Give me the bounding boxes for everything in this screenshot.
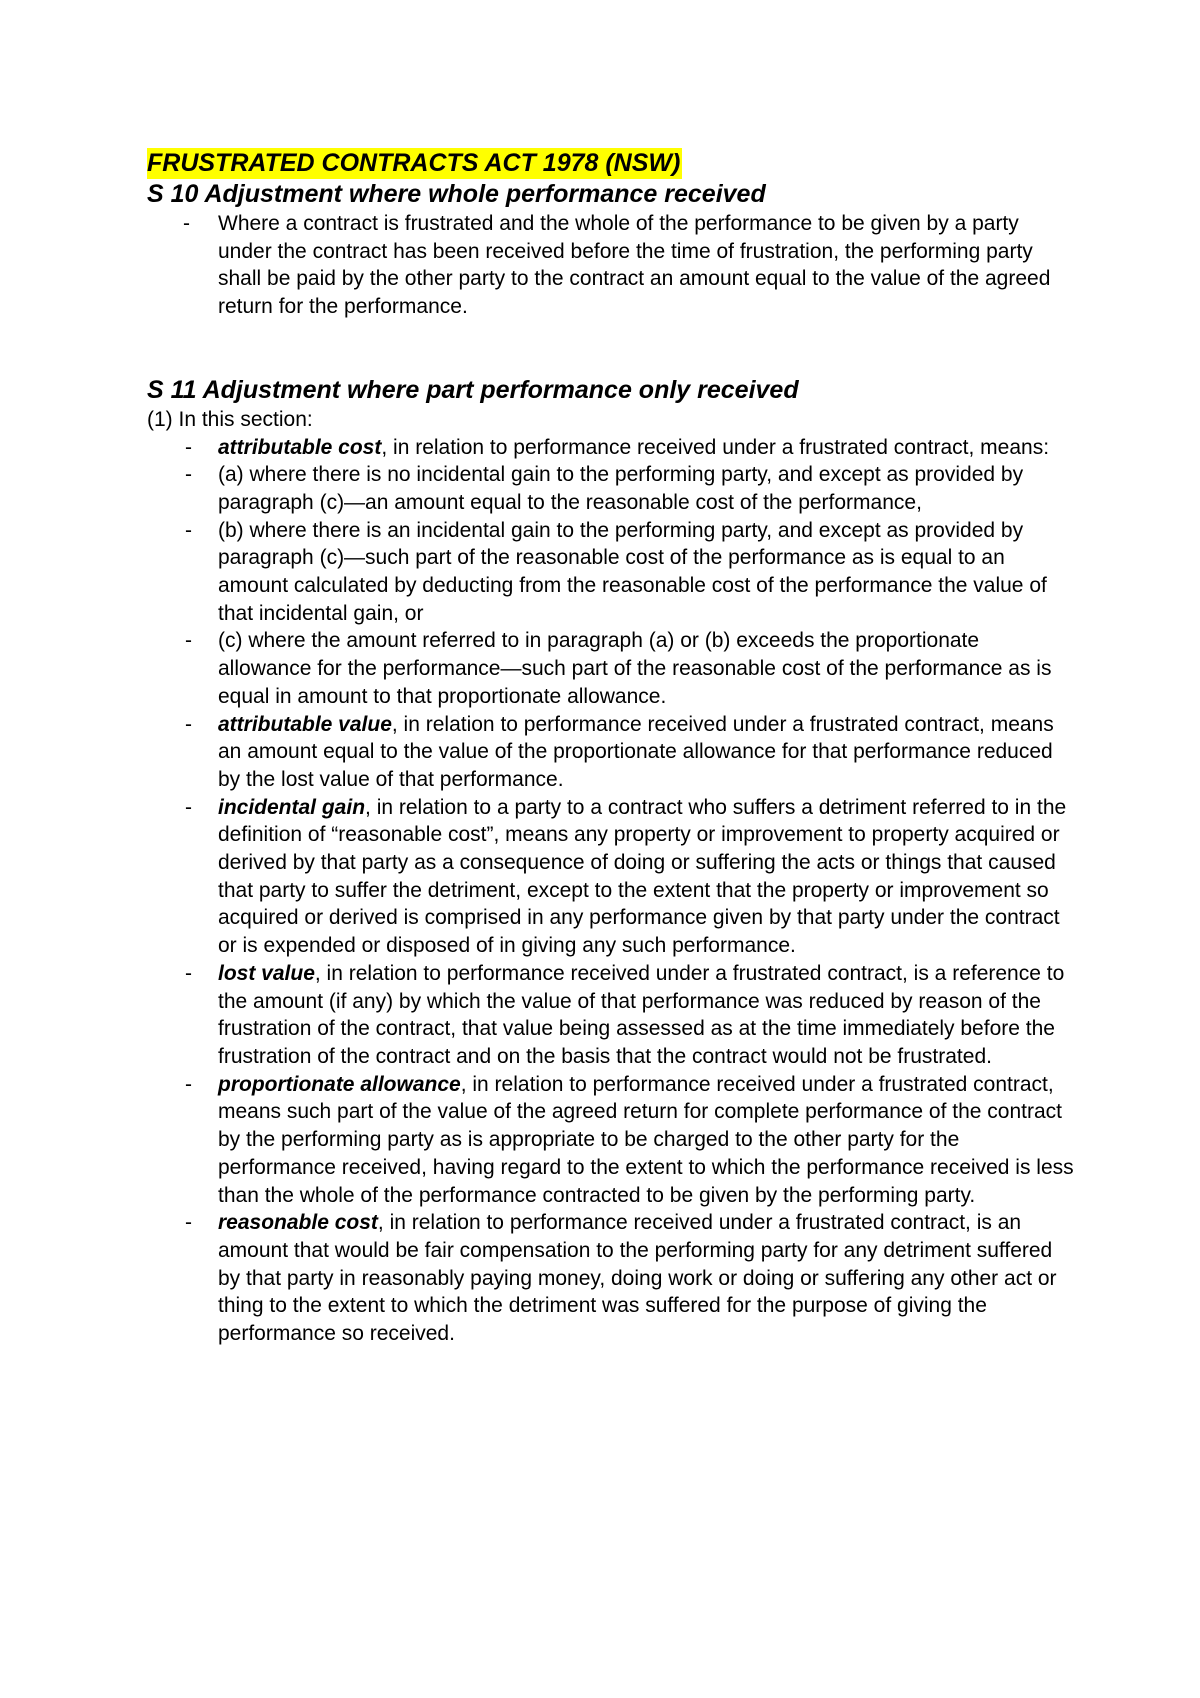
definition-text: , in relation to performance received under a frustrated contract, is an amount that would be fair compensation to the performing party for any detriment suffered by that party in reasonably paying money, doing work or doing or suffering any other act or thing to the extent to which the detriment was suffered for the purpose of giving the performance so received. [218,1211,1057,1346]
paragraph-a [147,461,1077,516]
definition-attributable-value [147,711,1077,794]
paragraph-b [147,517,1077,628]
definition-proportionate-allowance [147,1071,1077,1210]
definition-incidental-gain [147,794,1077,960]
section-10-list [147,210,1077,321]
list-dash: - [185,712,192,736]
definition-text: , in relation to performance received under a frustrated contract, means such part of the value of the agreed return for complete performance of the contract by the performing party as is appropriate to be charged to the other party for the performance received, having regard to the extent to which the performance received is less than the whole of the performance contracted to be given by the performing party. [218,1072,1074,1207]
section-11-heading: S 11 Adjustment where part performance only received [147,375,799,404]
list-dash: - [185,435,192,459]
section-10-text: Where a contract is frustrated and the whole of the performance to be given by a party under the contract has been received before the time of frustration, the performing party shall be paid by the other party to the contract an amount equal to the value of the agreed return for the performance. [218,212,1051,319]
list-dash: - [185,795,192,819]
section-11-definitions-list [147,434,1077,1348]
list-dash: - [185,518,192,542]
defined-term: attributable value [218,712,392,736]
list-dash: - [183,212,190,235]
act-title: FRUSTRATED CONTRACTS ACT 1978 (NSW) [147,149,681,177]
paragraph-text: (b) where there is an incidental gain to the performing party, and except as provided by paragraph (c)—such part of the reasonable cost of the performance as is equal to an amount calculated by deducting from the reasonable cost of the performance the value of that incidental gain, or [218,518,1047,625]
defined-term: reasonable cost [218,1211,378,1235]
section-10-heading: S 10 Adjustment where whole performance received [147,180,766,208]
list-dash: - [185,629,192,653]
definition-text: , in relation to performance received under a frustrated contract, means: [381,435,1050,459]
definition-text: , in relation to a party to a contract who suffers a detriment referred to in the definition of “reasonable cost”, means any property or improvement to property acquired or derived by that party as a consequence of doing or suffering the acts or things that caused that party to suffer the detriment, except to the extent that the property or improvement so acquired or derived is comprised in any performance given by that party under the contract or is expended or disposed of in giving any such performance. [218,795,1067,958]
paragraph-text: (a) where there is no incidental gain to the performing party, and except as provided by paragraph (c)—an amount equal to the reasonable cost of the performance, [218,463,1024,514]
section-10-item [147,210,1077,321]
definition-text: , in relation to performance received under a frustrated contract, means an amount equal to the value of the proportionate allowance for that performance reduced by the lost value of that performance. [218,712,1054,791]
list-dash: - [185,1211,192,1235]
list-dash: - [185,961,192,985]
defined-term: incidental gain [218,795,366,819]
subsection-1-label: (1) In this section: [147,407,313,431]
defined-term: lost value [218,961,315,985]
definition-attributable-cost [147,434,1077,462]
paragraph-c [147,627,1077,710]
defined-term: attributable cost [218,435,382,459]
defined-term: proportionate allowance [218,1072,461,1096]
act-title-line [147,148,1077,179]
document-page [147,148,1077,1348]
definition-reasonable-cost [147,1209,1077,1348]
list-dash: - [185,463,192,487]
list-dash: - [185,1072,192,1096]
paragraph-text: (c) where the amount referred to in paragraph (a) or (b) exceeds the proportionate allowance for the performance—such part of the reasonable cost of the performance as is equal in amount to that proportionate allowance. [218,629,1052,708]
definition-text: , in relation to performance received under a frustrated contract, is a reference to the amount (if any) by which the value of that performance was reduced by reason of the frustration of the contract, that value being assessed as at the time immediately before the frustration of the contract and on the basis that the contract would not be frustrated. [218,961,1065,1068]
definition-lost-value [147,960,1077,1071]
